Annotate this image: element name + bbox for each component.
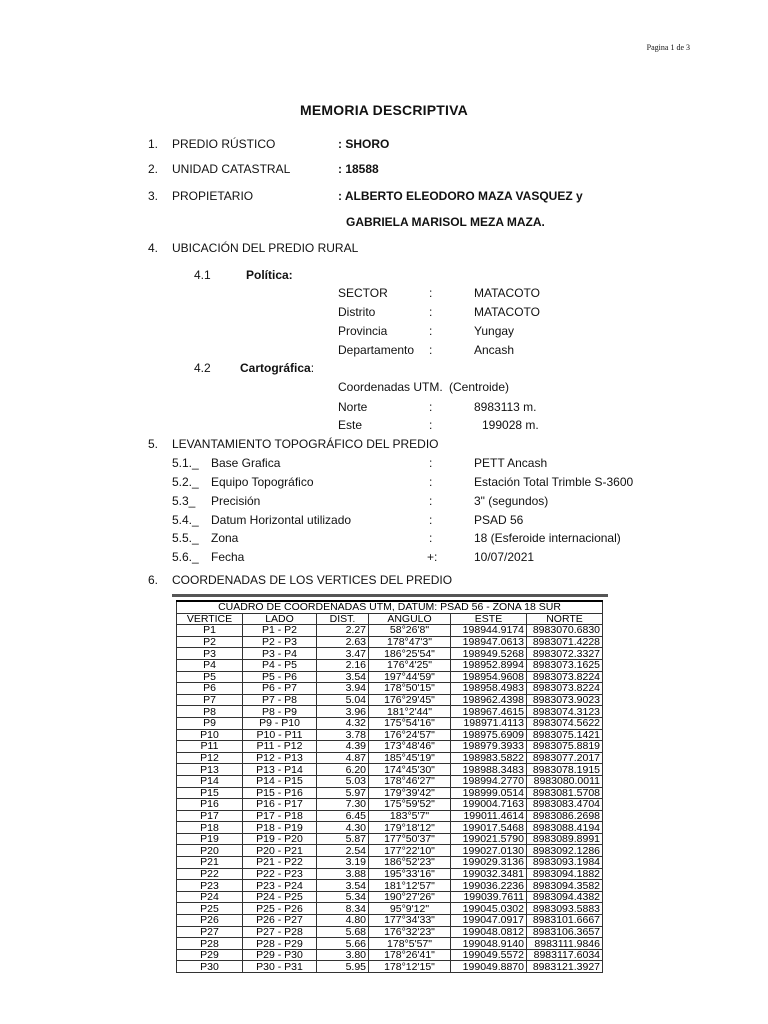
cell-angulo: 178°47'3" bbox=[369, 636, 451, 648]
cell-angulo: 176°24'57" bbox=[369, 729, 451, 741]
cartografica-colon: : bbox=[310, 361, 315, 375]
cell-dist: 3.94 bbox=[317, 683, 369, 695]
politica-value: Yungay bbox=[474, 324, 515, 338]
cell-angulo: 177°50'37" bbox=[369, 833, 451, 845]
item-2-label: UNIDAD CATASTRAL bbox=[172, 162, 291, 176]
cartografica-sep: : bbox=[429, 400, 433, 414]
item-5-number: 5. bbox=[148, 437, 159, 451]
cell-vertice: P23 bbox=[177, 880, 243, 892]
cell-lado: P12 - P13 bbox=[243, 752, 317, 764]
cell-dist: 3.54 bbox=[317, 671, 369, 683]
table-body bbox=[177, 625, 603, 973]
cartografica-key: Norte bbox=[338, 400, 368, 414]
cell-angulo: 179°18'12" bbox=[369, 822, 451, 834]
cell-vertice: P27 bbox=[177, 926, 243, 938]
table-row bbox=[177, 764, 603, 776]
cell-este: 199021.5790 bbox=[451, 833, 527, 845]
politica-key: Departamento bbox=[338, 343, 415, 357]
politica-key: Distrito bbox=[338, 305, 376, 319]
lev-key: Base Grafica bbox=[211, 456, 281, 470]
item-1-value: : SHORO bbox=[338, 137, 390, 151]
lev-key: Fecha bbox=[211, 550, 245, 564]
politica-key: SECTOR bbox=[338, 286, 388, 300]
cell-vertice: P11 bbox=[177, 741, 243, 753]
lev-number: 5.5._ bbox=[172, 531, 199, 545]
table-row bbox=[177, 671, 603, 683]
cell-lado: P27 - P28 bbox=[243, 926, 317, 938]
col-header-lado: LADO bbox=[243, 613, 317, 625]
cell-norte: 8983088.4194 bbox=[527, 822, 603, 834]
politica-label: Política: bbox=[246, 268, 293, 282]
cell-este: 198983.5822 bbox=[451, 752, 527, 764]
cell-este: 199011.4614 bbox=[451, 810, 527, 822]
cell-vertice: P2 bbox=[177, 636, 243, 648]
cell-lado: P9 - P10 bbox=[243, 717, 317, 729]
cartografica-label-wrap bbox=[240, 361, 314, 375]
cell-vertice: P5 bbox=[177, 671, 243, 683]
lev-sep: : bbox=[429, 494, 433, 508]
cell-lado: P26 - P27 bbox=[243, 915, 317, 927]
cell-vertice: P22 bbox=[177, 868, 243, 880]
table-row bbox=[177, 891, 603, 903]
lev-value: 10/07/2021 bbox=[474, 550, 535, 564]
cell-vertice: P12 bbox=[177, 752, 243, 764]
table-row bbox=[177, 938, 603, 950]
cell-dist: 3.47 bbox=[317, 648, 369, 660]
lev-sep: : bbox=[429, 475, 433, 489]
cell-este: 198944.9174 bbox=[451, 625, 527, 637]
lev-key: Equipo Topográfico bbox=[211, 475, 314, 489]
cell-este: 198967.4615 bbox=[451, 706, 527, 718]
table-row bbox=[177, 683, 603, 695]
lev-sep: : bbox=[429, 456, 433, 470]
cell-norte: 8983106.3657 bbox=[527, 926, 603, 938]
lev-value: Estación Total Trimble S-3600 bbox=[474, 475, 634, 489]
cell-norte: 8983073.9023 bbox=[527, 694, 603, 706]
table-row bbox=[177, 775, 603, 787]
cell-norte: 8983094.1882 bbox=[527, 868, 603, 880]
table-row bbox=[177, 717, 603, 729]
cell-norte: 8983117.6034 bbox=[527, 949, 603, 961]
cell-este: 198958.4983 bbox=[451, 683, 527, 695]
cell-dist: 5.04 bbox=[317, 694, 369, 706]
cell-vertice: P13 bbox=[177, 764, 243, 776]
cell-angulo: 177°22'10" bbox=[369, 845, 451, 857]
cell-este: 199027.0130 bbox=[451, 845, 527, 857]
table-row bbox=[177, 822, 603, 834]
cell-dist: 4.80 bbox=[317, 915, 369, 927]
cell-dist: 5.34 bbox=[317, 891, 369, 903]
cell-dist: 4.30 bbox=[317, 822, 369, 834]
table-row bbox=[177, 915, 603, 927]
lev-number: 5.1._ bbox=[172, 456, 199, 470]
table-row bbox=[177, 799, 603, 811]
lev-value: PSAD 56 bbox=[474, 513, 524, 527]
cartografica-value: 8983113 m. bbox=[474, 400, 537, 414]
cell-vertice: P16 bbox=[177, 799, 243, 811]
cell-norte: 8983121.3927 bbox=[527, 961, 603, 973]
cell-angulo: 174°45'30" bbox=[369, 764, 451, 776]
col-header-norte: NORTE bbox=[527, 613, 603, 625]
cell-este: 198952.8994 bbox=[451, 659, 527, 671]
cell-norte: 8983081.5708 bbox=[527, 787, 603, 799]
lev-value: 18 (Esferoide internacional) bbox=[474, 531, 621, 545]
cell-vertice: P28 bbox=[177, 938, 243, 950]
cell-norte: 8983072.3327 bbox=[527, 648, 603, 660]
cartografica-key: Este bbox=[338, 418, 363, 432]
cell-vertice: P4 bbox=[177, 659, 243, 671]
cell-dist: 3.78 bbox=[317, 729, 369, 741]
cell-vertice: P17 bbox=[177, 810, 243, 822]
lev-number: 5.6._ bbox=[172, 550, 199, 564]
cell-angulo: 183°5'7" bbox=[369, 810, 451, 822]
cell-angulo: 178°5'57" bbox=[369, 938, 451, 950]
cell-este: 199047.0917 bbox=[451, 915, 527, 927]
politica-sep: : bbox=[429, 305, 433, 319]
table-row bbox=[177, 810, 603, 822]
cell-lado: P13 - P14 bbox=[243, 764, 317, 776]
cell-este: 198994.2770 bbox=[451, 775, 527, 787]
col-header-dist: DIST. bbox=[317, 613, 369, 625]
cell-angulo: 197°44'59" bbox=[369, 671, 451, 683]
cell-este: 198947.0613 bbox=[451, 636, 527, 648]
cell-angulo: 176°29'45" bbox=[369, 694, 451, 706]
cell-norte: 8983070.6830 bbox=[527, 625, 603, 637]
cell-vertice: P8 bbox=[177, 706, 243, 718]
cell-angulo: 190°27'26" bbox=[369, 891, 451, 903]
table-row bbox=[177, 706, 603, 718]
cell-vertice: P14 bbox=[177, 775, 243, 787]
cell-norte: 8983111.9846 bbox=[527, 938, 603, 950]
table-row bbox=[177, 648, 603, 660]
cell-este: 198949.5268 bbox=[451, 648, 527, 660]
cell-norte: 8983074.3123 bbox=[527, 706, 603, 718]
cell-norte: 8983094.3582 bbox=[527, 880, 603, 892]
item-2-number: 2. bbox=[148, 162, 159, 176]
table-row bbox=[177, 961, 603, 973]
politica-key: Provincia bbox=[338, 324, 388, 338]
cell-norte: 8983094.4382 bbox=[527, 891, 603, 903]
cell-dist: 6.20 bbox=[317, 764, 369, 776]
cell-este: 198988.3483 bbox=[451, 764, 527, 776]
cell-norte: 8983080.0011 bbox=[527, 775, 603, 787]
cell-angulo: 181°12'57" bbox=[369, 880, 451, 892]
cell-angulo: 178°26'41" bbox=[369, 949, 451, 961]
table-row bbox=[177, 880, 603, 892]
item-3-label: PROPIETARIO bbox=[172, 189, 254, 203]
cell-este: 199036.2236 bbox=[451, 880, 527, 892]
coords-label: Coordenadas UTM. bbox=[338, 380, 443, 394]
cell-lado: P3 - P4 bbox=[243, 648, 317, 660]
cell-lado: P23 - P24 bbox=[243, 880, 317, 892]
lev-value: PETT Ancash bbox=[474, 456, 548, 470]
item-2-value: : 18588 bbox=[338, 162, 379, 176]
cell-lado: P14 - P15 bbox=[243, 775, 317, 787]
cell-este: 199032.3481 bbox=[451, 868, 527, 880]
cell-lado: P11 - P12 bbox=[243, 741, 317, 753]
cell-norte: 8983093.1984 bbox=[527, 857, 603, 869]
cell-este: 199029.3136 bbox=[451, 857, 527, 869]
table-row bbox=[177, 868, 603, 880]
cell-norte: 8983073.8224 bbox=[527, 683, 603, 695]
cell-dist: 4.32 bbox=[317, 717, 369, 729]
cell-vertice: P18 bbox=[177, 822, 243, 834]
cell-norte: 8983093.5883 bbox=[527, 903, 603, 915]
cell-lado: P30 - P31 bbox=[243, 961, 317, 973]
table-caption: CUADRO DE COORDENADAS UTM, DATUM: PSAD 56 - ZONA 18 SUR bbox=[177, 601, 603, 613]
cell-norte: 8983077.2017 bbox=[527, 752, 603, 764]
cell-este: 198975.6909 bbox=[451, 729, 527, 741]
cell-lado: P25 - P26 bbox=[243, 903, 317, 915]
lev-sep: +: bbox=[427, 550, 438, 564]
cell-lado: P8 - P9 bbox=[243, 706, 317, 718]
table-row bbox=[177, 787, 603, 799]
lev-number: 5.4._ bbox=[172, 513, 199, 527]
coords-note: (Centroide) bbox=[449, 380, 510, 394]
lev-number: 5.3_ bbox=[172, 494, 196, 508]
cell-angulo: 176°32'23" bbox=[369, 926, 451, 938]
table-row bbox=[177, 857, 603, 869]
cell-este: 199039.7611 bbox=[451, 891, 527, 903]
politica-value: MATACOTO bbox=[474, 286, 540, 300]
lev-value: 3" (segundos) bbox=[474, 494, 549, 508]
cell-angulo: 186°52'23" bbox=[369, 857, 451, 869]
coordinates-table bbox=[176, 600, 603, 973]
document-title: MEMORIA DESCRIPTIVA bbox=[300, 102, 468, 118]
cell-vertice: P20 bbox=[177, 845, 243, 857]
col-header-angulo: ANGULO bbox=[369, 613, 451, 625]
cell-dist: 5.95 bbox=[317, 961, 369, 973]
cell-lado: P1 - P2 bbox=[243, 625, 317, 637]
politica-number: 4.1 bbox=[194, 268, 211, 282]
cell-este: 198971.4113 bbox=[451, 717, 527, 729]
cell-angulo: 177°34'33" bbox=[369, 915, 451, 927]
cell-lado: P24 - P25 bbox=[243, 891, 317, 903]
item-6-label: COORDENADAS DE LOS VERTICES DEL PREDIO bbox=[172, 573, 453, 587]
item-1-label: PREDIO RÚSTICO bbox=[172, 137, 276, 151]
cell-angulo: 195°33'16" bbox=[369, 868, 451, 880]
cell-angulo: 95°9'12" bbox=[369, 903, 451, 915]
cell-lado: P10 - P11 bbox=[243, 729, 317, 741]
cell-lado: P4 - P5 bbox=[243, 659, 317, 671]
cell-norte: 8983092.1286 bbox=[527, 845, 603, 857]
table-row bbox=[177, 845, 603, 857]
table-row bbox=[177, 625, 603, 637]
cell-angulo: 181°2'44" bbox=[369, 706, 451, 718]
cell-lado: P20 - P21 bbox=[243, 845, 317, 857]
table-row bbox=[177, 833, 603, 845]
cell-lado: P5 - P6 bbox=[243, 671, 317, 683]
cell-angulo: 185°45'19" bbox=[369, 752, 451, 764]
cell-lado: P15 - P16 bbox=[243, 787, 317, 799]
cell-este: 198954.9608 bbox=[451, 671, 527, 683]
cell-angulo: 175°54'16" bbox=[369, 717, 451, 729]
cell-angulo: 176°4'25" bbox=[369, 659, 451, 671]
cell-vertice: P1 bbox=[177, 625, 243, 637]
cell-angulo: 58°26'8" bbox=[369, 625, 451, 637]
item-4-number: 4. bbox=[148, 241, 159, 255]
cell-norte: 8983073.8224 bbox=[527, 671, 603, 683]
cell-este: 199045.0302 bbox=[451, 903, 527, 915]
cell-lado: P29 - P30 bbox=[243, 949, 317, 961]
cell-lado: P6 - P7 bbox=[243, 683, 317, 695]
cell-norte: 8983075.1421 bbox=[527, 729, 603, 741]
cell-norte: 8983071.4228 bbox=[527, 636, 603, 648]
table-row bbox=[177, 729, 603, 741]
cell-lado: P22 - P23 bbox=[243, 868, 317, 880]
politica-value: Ancash bbox=[474, 343, 515, 357]
cell-dist: 2.27 bbox=[317, 625, 369, 637]
cell-dist: 3.88 bbox=[317, 868, 369, 880]
politica-value: MATACOTO bbox=[474, 305, 540, 319]
cell-dist: 8.34 bbox=[317, 903, 369, 915]
cell-norte: 8983101.6667 bbox=[527, 915, 603, 927]
cell-este: 199004.7163 bbox=[451, 799, 527, 811]
cell-lado: P7 - P8 bbox=[243, 694, 317, 706]
cell-dist: 3.96 bbox=[317, 706, 369, 718]
cell-dist: 3.19 bbox=[317, 857, 369, 869]
cell-lado: P2 - P3 bbox=[243, 636, 317, 648]
item-4-label: UBICACIÓN DEL PREDIO RURAL bbox=[172, 241, 359, 255]
table-row bbox=[177, 636, 603, 648]
cell-vertice: P6 bbox=[177, 683, 243, 695]
cell-vertice: P26 bbox=[177, 915, 243, 927]
cell-norte: 8983073.1625 bbox=[527, 659, 603, 671]
cell-angulo: 175°59'52" bbox=[369, 799, 451, 811]
cell-angulo: 186°25'54" bbox=[369, 648, 451, 660]
cell-angulo: 173°48'46" bbox=[369, 741, 451, 753]
item-6-number: 6. bbox=[148, 573, 159, 587]
cell-este: 198979.3933 bbox=[451, 741, 527, 753]
lev-key: Datum Horizontal utilizado bbox=[211, 513, 352, 527]
lev-sep: : bbox=[429, 531, 433, 545]
cell-vertice: P24 bbox=[177, 891, 243, 903]
col-header-vertice: VERTICE bbox=[177, 613, 243, 625]
politica-sep: : bbox=[429, 343, 433, 357]
cell-dist: 5.68 bbox=[317, 926, 369, 938]
cell-lado: P17 - P18 bbox=[243, 810, 317, 822]
table-row bbox=[177, 926, 603, 938]
cell-vertice: P15 bbox=[177, 787, 243, 799]
lev-key: Precisión bbox=[211, 494, 261, 508]
cell-dist: 2.54 bbox=[317, 845, 369, 857]
cartografica-label: Cartográfica bbox=[240, 361, 311, 375]
cell-angulo: 178°12'15" bbox=[369, 961, 451, 973]
cell-norte: 8983089.8991 bbox=[527, 833, 603, 845]
table-row bbox=[177, 741, 603, 753]
cell-vertice: P19 bbox=[177, 833, 243, 845]
table-row bbox=[177, 752, 603, 764]
table-row bbox=[177, 694, 603, 706]
cell-este: 199048.0812 bbox=[451, 926, 527, 938]
cell-dist: 5.03 bbox=[317, 775, 369, 787]
cell-angulo: 178°46'27" bbox=[369, 775, 451, 787]
cell-lado: P18 - P19 bbox=[243, 822, 317, 834]
cell-dist: 4.39 bbox=[317, 741, 369, 753]
cell-dist: 4.87 bbox=[317, 752, 369, 764]
cell-dist: 5.87 bbox=[317, 833, 369, 845]
cell-este: 199017.5468 bbox=[451, 822, 527, 834]
page-number: Pagina 1 de 3 bbox=[646, 43, 690, 52]
cell-lado: P21 - P22 bbox=[243, 857, 317, 869]
table-row bbox=[177, 949, 603, 961]
lev-sep: : bbox=[429, 513, 433, 527]
lev-key: Zona bbox=[211, 531, 239, 545]
cell-vertice: P7 bbox=[177, 694, 243, 706]
item-5-label: LEVANTAMIENTO TOPOGRÁFICO DEL PREDIO bbox=[172, 437, 439, 451]
cell-norte: 8983078.1915 bbox=[527, 764, 603, 776]
cell-vertice: P10 bbox=[177, 729, 243, 741]
col-header-este: ESTE bbox=[451, 613, 527, 625]
cell-norte: 8983083.4704 bbox=[527, 799, 603, 811]
cell-dist: 3.80 bbox=[317, 949, 369, 961]
cell-este: 198999.0514 bbox=[451, 787, 527, 799]
cell-dist: 2.63 bbox=[317, 636, 369, 648]
politica-sep: : bbox=[429, 324, 433, 338]
item-3-value-line2: GABRIELA MARISOL MEZA MAZA. bbox=[346, 215, 545, 229]
cell-norte: 8983074.5622 bbox=[527, 717, 603, 729]
cell-norte: 8983075.8819 bbox=[527, 741, 603, 753]
cartografica-value: 199028 m. bbox=[482, 418, 539, 432]
lev-number: 5.2._ bbox=[172, 475, 199, 489]
cell-dist: 5.66 bbox=[317, 938, 369, 950]
item-3-number: 3. bbox=[148, 189, 159, 203]
cartografica-number: 4.2 bbox=[194, 361, 211, 375]
cell-dist: 3.54 bbox=[317, 880, 369, 892]
item-1-number: 1. bbox=[148, 137, 159, 151]
cell-dist: 2.16 bbox=[317, 659, 369, 671]
table-row bbox=[177, 659, 603, 671]
cell-vertice: P21 bbox=[177, 857, 243, 869]
politica-sep: : bbox=[429, 286, 433, 300]
cell-lado: P28 - P29 bbox=[243, 938, 317, 950]
cell-este: 198962.4398 bbox=[451, 694, 527, 706]
table-top-rule bbox=[172, 594, 608, 597]
cell-angulo: 179°39'42" bbox=[369, 787, 451, 799]
cell-vertice: P25 bbox=[177, 903, 243, 915]
item-3-value: : ALBERTO ELEODORO MAZA VASQUEZ y bbox=[338, 189, 583, 203]
cell-este: 199049.8870 bbox=[451, 961, 527, 973]
cell-norte: 8983086.2698 bbox=[527, 810, 603, 822]
cell-dist: 5.97 bbox=[317, 787, 369, 799]
cell-vertice: P3 bbox=[177, 648, 243, 660]
cartografica-sep: : bbox=[429, 418, 433, 432]
cell-este: 199048.9140 bbox=[451, 938, 527, 950]
cell-vertice: P9 bbox=[177, 717, 243, 729]
cell-lado: P19 - P20 bbox=[243, 833, 317, 845]
cell-dist: 6.45 bbox=[317, 810, 369, 822]
cell-este: 199049.5572 bbox=[451, 949, 527, 961]
cell-angulo: 178°50'15" bbox=[369, 683, 451, 695]
cell-vertice: P29 bbox=[177, 949, 243, 961]
cell-dist: 7.30 bbox=[317, 799, 369, 811]
table-row bbox=[177, 903, 603, 915]
cell-vertice: P30 bbox=[177, 961, 243, 973]
cell-lado: P16 - P17 bbox=[243, 799, 317, 811]
